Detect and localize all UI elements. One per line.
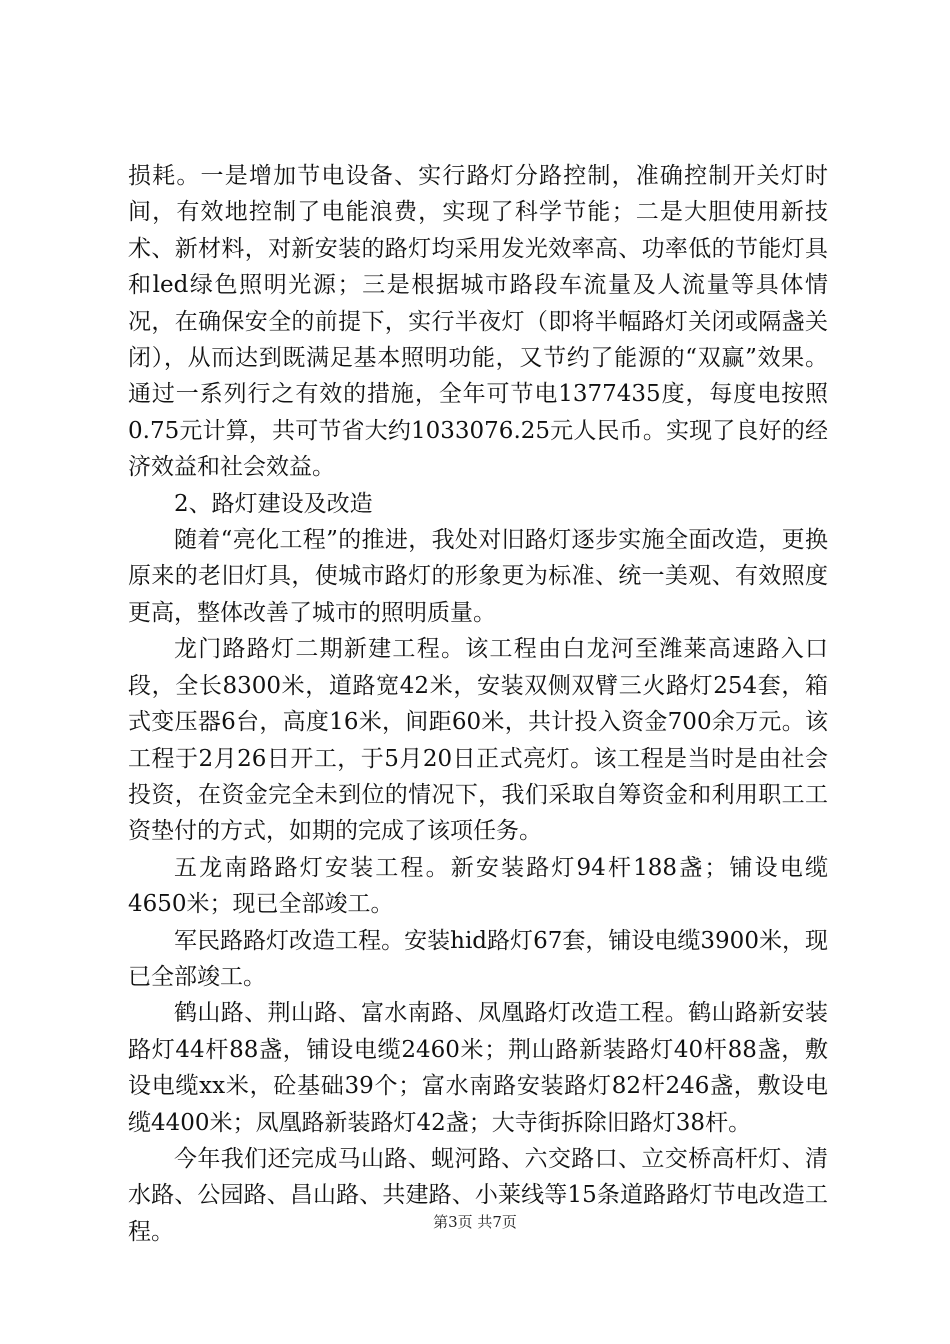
paragraph-other-roads: 今年我们还完成马山路、蚬河路、六交路口、立交桥高杆灯、清水路、公园路、昌山路、共建路、小莱线等15条道路路灯节电改造工程。: [128, 1145, 828, 1245]
paragraph-junmin-road: 军民路路灯改造工程。安装hid路灯67套，铺设电缆3900米，现已全部竣工。: [128, 927, 828, 990]
paragraph-lighting-project: 随着“亮化工程”的推进，我处对旧路灯逐步实施全面改造，更换原来的老旧灯具，使城市路灯的形象更为标准、统一美观、有效照度更高，整体改善了城市的照明质量。: [128, 527, 828, 626]
paragraph-wulong-south-road: 五龙南路路灯安装工程。新安装路灯94杆188盏；铺设电缆4650米；现已全部竣工。: [128, 854, 828, 918]
page-footer: [0, 1212, 950, 1232]
paragraph-longmen-road: 龙门路路灯二期新建工程。该工程由白龙河至潍莱高速路入口段，全长8300米，道路宽42米，安装双侧双臂三火路灯254套，箱式变压器6台，高度16米，间距60米，共计投入资金700余万元。该工程于2月26日开工，于5月20日正式亮灯。该工程是当时是由社会投资，在资金完全未到位的情况下，我们采取自筹资金和利用职工工资垫付的方式，如期的完成了该项任务。: [128, 636, 828, 845]
paragraph-energy-saving: 损耗。一是增加节电设备、实行路灯分路控制，准确控制开关灯时间，有效地控制了电能浪费，实现了科学节能；二是大胆使用新技术、新材料，对新安装的路灯均采用发光效率高、功率低的节能灯具和led绿色照明光源；三是根据城市路段车流量及人流量等具体情况，在确保安全的前提下，实行半夜灯（即将半幅路灯关闭或隔盏关闭），从而达到既满足基本照明功能，又节约了能源的“双赢”效果。通过一系列行之有效的措施，全年可节电1377435度，每度电按照0.75元计算，共可节省大约1033076.25元人民币。实现了良好的经济效益和社会效益。: [128, 163, 828, 481]
paragraph-heshan-road: 鹤山路、荆山路、富水南路、凤凰路灯改造工程。鹤山路新安装路灯44杆88盏，铺设电缆2460米；荆山路新装路灯40杆88盏，敷设电缆xx米，砼基础39个；富水南路安装路灯82杆246盏，敷设电缆4400米；凤凰路新装路灯42盏；大寺街拆除旧路灯38杆。: [128, 1000, 828, 1136]
document-body: [128, 158, 828, 1250]
page-number: 第3页 共7页: [433, 1213, 517, 1231]
section-heading-construction: 2、路灯建设及改造: [174, 490, 373, 517]
